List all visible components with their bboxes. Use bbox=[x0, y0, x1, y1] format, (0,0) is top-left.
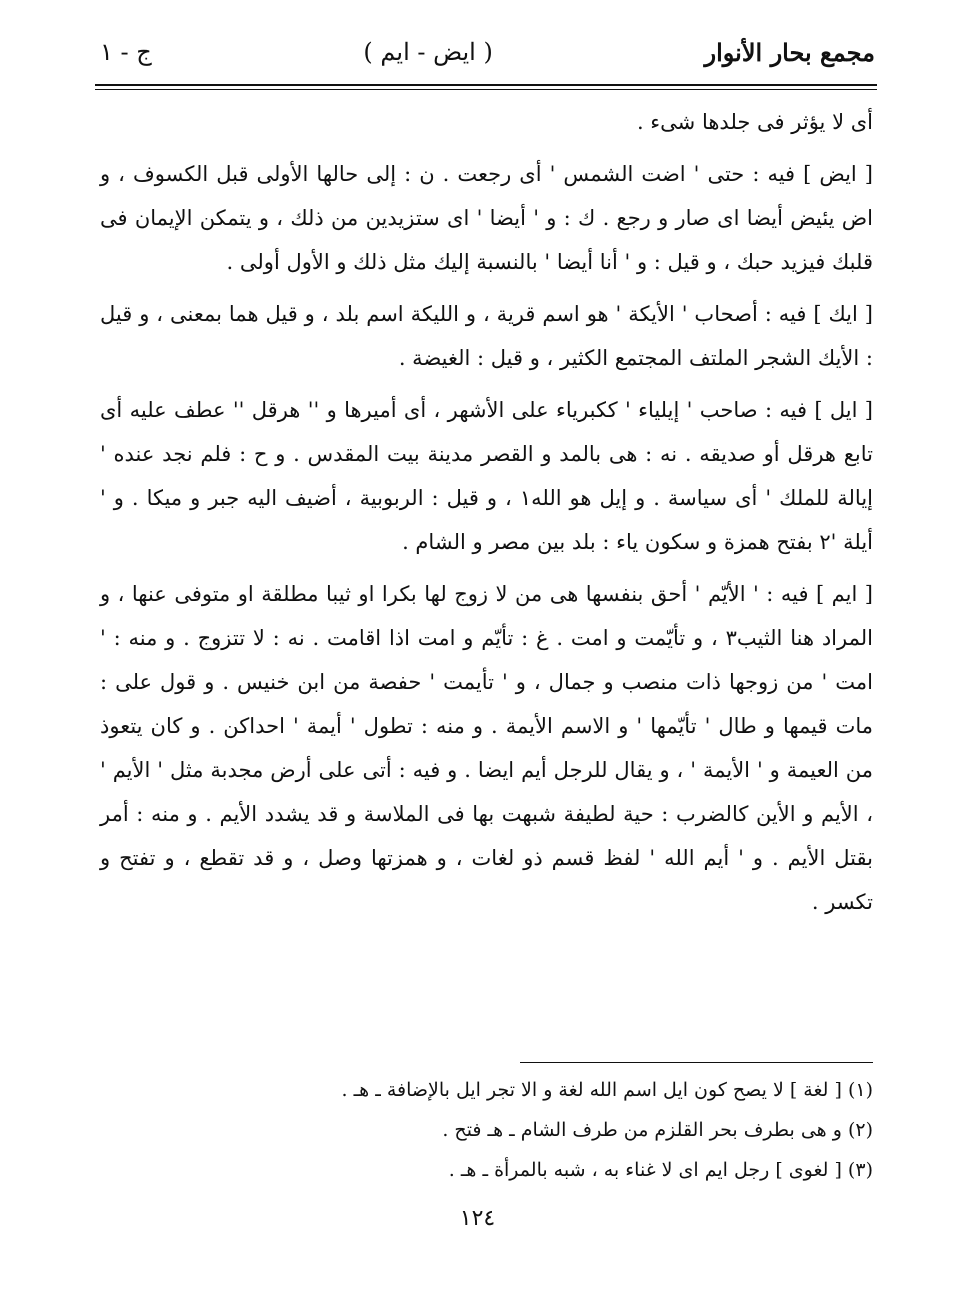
footnotes bbox=[300, 1070, 873, 1190]
volume-label: ج - ١ bbox=[100, 38, 152, 66]
running-header bbox=[100, 28, 875, 76]
main-text bbox=[100, 100, 873, 932]
entry-ayk: [ ايك ] فيه : أصحاب ' الأيكة ' هو اسم قرية ، و الليكة اسم بلد ، و قيل هما بمعنى ، و قيل : الأيك الشجر الملتف المجتمع الكثير ، و قيل : الغيضة . bbox=[100, 302, 873, 370]
footnote-rule bbox=[520, 1062, 873, 1063]
entry-aym: [ ايم ] فيه : ' الأيّم ' أحق بنفسها هى من لا زوج لها بكرا او ثيبا مطلقة او متوفى عنها ، و المراد هنا الثيب٣ ، و تأيّمت و امت . غ : تأيّم و امت اذا اقامت . نه : لا تتزوج . و منه : ' امت ' من زوجها ذات منصب و جمال ، و ' تأيمت ' حفصة من ابن خنيس . و قول على : مات قيمها و طال ' تأيّمها ' و الاسم الأيمة . و منه : تطول ' أيمة ' احداكن . و كان يتعوذ من العيمة و ' الأيمة ' ، و يقال للرجل أيم ايضا . و فيه : أتى على أرض مجدبة مثل ' الأيم ' ، الأيم و الأين كالضرب : حية لطيفة شبهت بها فى الملاسة و قد يشدد الأيم . و منه : أمر بقتل الأيم . و ' أيم الله ' لفظ قسم ذو لغات ، و همزتها وصل ، و قد تقطع ، و تفتح و تكسر . bbox=[100, 582, 873, 914]
book-title: مجمع بحار الأنوار bbox=[704, 37, 875, 67]
entry-ayl: [ ايل ] فيه : صاحب ' إيلياء ' ككبرياء على الأشهر ، أى أميرها و '' هرقل '' عطف عليه أى تابع هرقل أو صديقه . نه : هى بالمد و القصر مدينة بيت المقدس . و ح : فلم نجد عنده ' إيالة للملك ' أى سياسة . و إيل هو الله١ ، و قيل : الربوبية ، أضيف اليه جبر و ميكا . و ' أيلة '٢ بفتح همزة و سكون ياء : بلد بين مصر و الشام . bbox=[100, 398, 874, 554]
entry-ayd: [ ايض ] فيه : حتى ' اضت الشمس ' أى رجعت . ن : إلى حالها الأولى قبل الكسوف ، و اض يئيض أيضا اى صار و رجع . ك : و ' أيضا ' اى ستزيدين من ذلك ، و يتمكن الإيمان فى قلبك فيزيد حبك ، و قيل : و ' أنا أيضا ' بالنسبة إليك مثل ذلك و الأول أولى . bbox=[100, 162, 873, 274]
paragraph-continuation: أى لا يؤثر فى جلدها شىء . bbox=[636, 110, 873, 134]
section-range: ( ايض - ايم ) bbox=[363, 38, 493, 66]
footnote-2: (٢) و هى بطرف بحر القلزم من طرف الشام ـ هـ فتح . bbox=[442, 1119, 873, 1141]
header-rule bbox=[95, 84, 877, 86]
footnote-3: (٣) [ لغوى ] رجل ايم اى لا غناء به ، شبه بالمرأة ـ هـ . bbox=[448, 1159, 873, 1181]
header-rule-secondary bbox=[95, 89, 877, 90]
footnote-1: (١) [ لغة ] لا يصح كون ايل اسم الله لغة و الا تجر ايل بالإضافة ـ هـ . bbox=[341, 1079, 873, 1101]
page-number: ١٢٤ bbox=[459, 1206, 496, 1231]
